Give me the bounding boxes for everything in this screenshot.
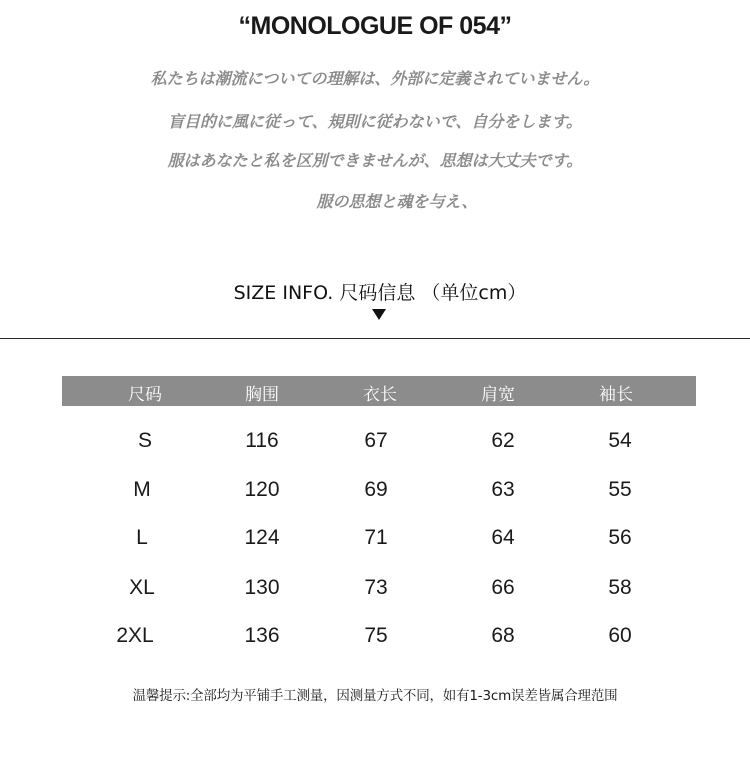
header-sleeve: 袖长 bbox=[599, 385, 633, 405]
cell-sleeve: 60 bbox=[608, 624, 632, 647]
down-arrow-icon bbox=[372, 309, 386, 320]
cell-chest: 120 bbox=[244, 478, 280, 501]
cell-length: 75 bbox=[364, 624, 388, 647]
cell-shoulder: 68 bbox=[491, 624, 515, 647]
cell-sleeve: 56 bbox=[608, 526, 632, 549]
cell-sleeve: 55 bbox=[608, 478, 632, 501]
table-row bbox=[0, 478, 750, 508]
cell-sleeve: 54 bbox=[608, 429, 632, 452]
header-length: 衣长 bbox=[363, 385, 397, 405]
cell-size: 2XL bbox=[116, 624, 154, 647]
table-row bbox=[0, 429, 750, 459]
cell-length: 69 bbox=[364, 478, 388, 501]
cell-shoulder: 63 bbox=[491, 478, 515, 501]
cell-size: L bbox=[136, 526, 148, 549]
cell-length: 73 bbox=[364, 576, 388, 599]
cell-size: M bbox=[133, 478, 151, 501]
poem-line-4: 服の思想と魂を与え、 bbox=[316, 192, 478, 211]
table-row bbox=[0, 624, 750, 654]
cell-length: 71 bbox=[364, 526, 388, 549]
cell-length: 67 bbox=[364, 429, 388, 452]
cell-size: S bbox=[137, 429, 153, 452]
table-row bbox=[0, 576, 750, 606]
divider bbox=[0, 338, 750, 339]
cell-chest: 116 bbox=[245, 429, 279, 452]
table-row bbox=[0, 526, 750, 556]
cell-chest: 136 bbox=[244, 624, 280, 647]
cell-shoulder: 64 bbox=[491, 526, 515, 549]
cell-chest: 130 bbox=[244, 576, 280, 599]
measurement-note: 温馨提示:全部均为平铺手工测量，因测量方式不同，如有1-3cm误差皆属合理范围 bbox=[132, 688, 618, 704]
header-chest: 胸围 bbox=[245, 385, 279, 405]
header-shoulder: 肩宽 bbox=[481, 385, 515, 405]
header-size: 尺码 bbox=[128, 385, 162, 405]
poem-line-1: 私たちは潮流についての理解は、外部に定義されていません。 bbox=[150, 69, 600, 88]
cell-shoulder: 62 bbox=[491, 429, 515, 452]
size-table-header bbox=[62, 376, 696, 406]
cell-sleeve: 58 bbox=[608, 576, 632, 599]
poem-line-2: 盲目的に風に従って、規則に従わないで、自分をします。 bbox=[167, 112, 583, 131]
size-info-heading: SIZE INFO. 尺码信息 （单位cm） bbox=[233, 282, 527, 304]
page-title: “MONOLOGUE OF 054” bbox=[238, 12, 512, 40]
poem-line-3: 服はあなたと私を区別できませんが、思想は大丈夫です。 bbox=[167, 151, 583, 170]
cell-shoulder: 66 bbox=[491, 576, 515, 599]
cell-size: XL bbox=[129, 576, 155, 599]
cell-chest: 124 bbox=[244, 526, 280, 549]
